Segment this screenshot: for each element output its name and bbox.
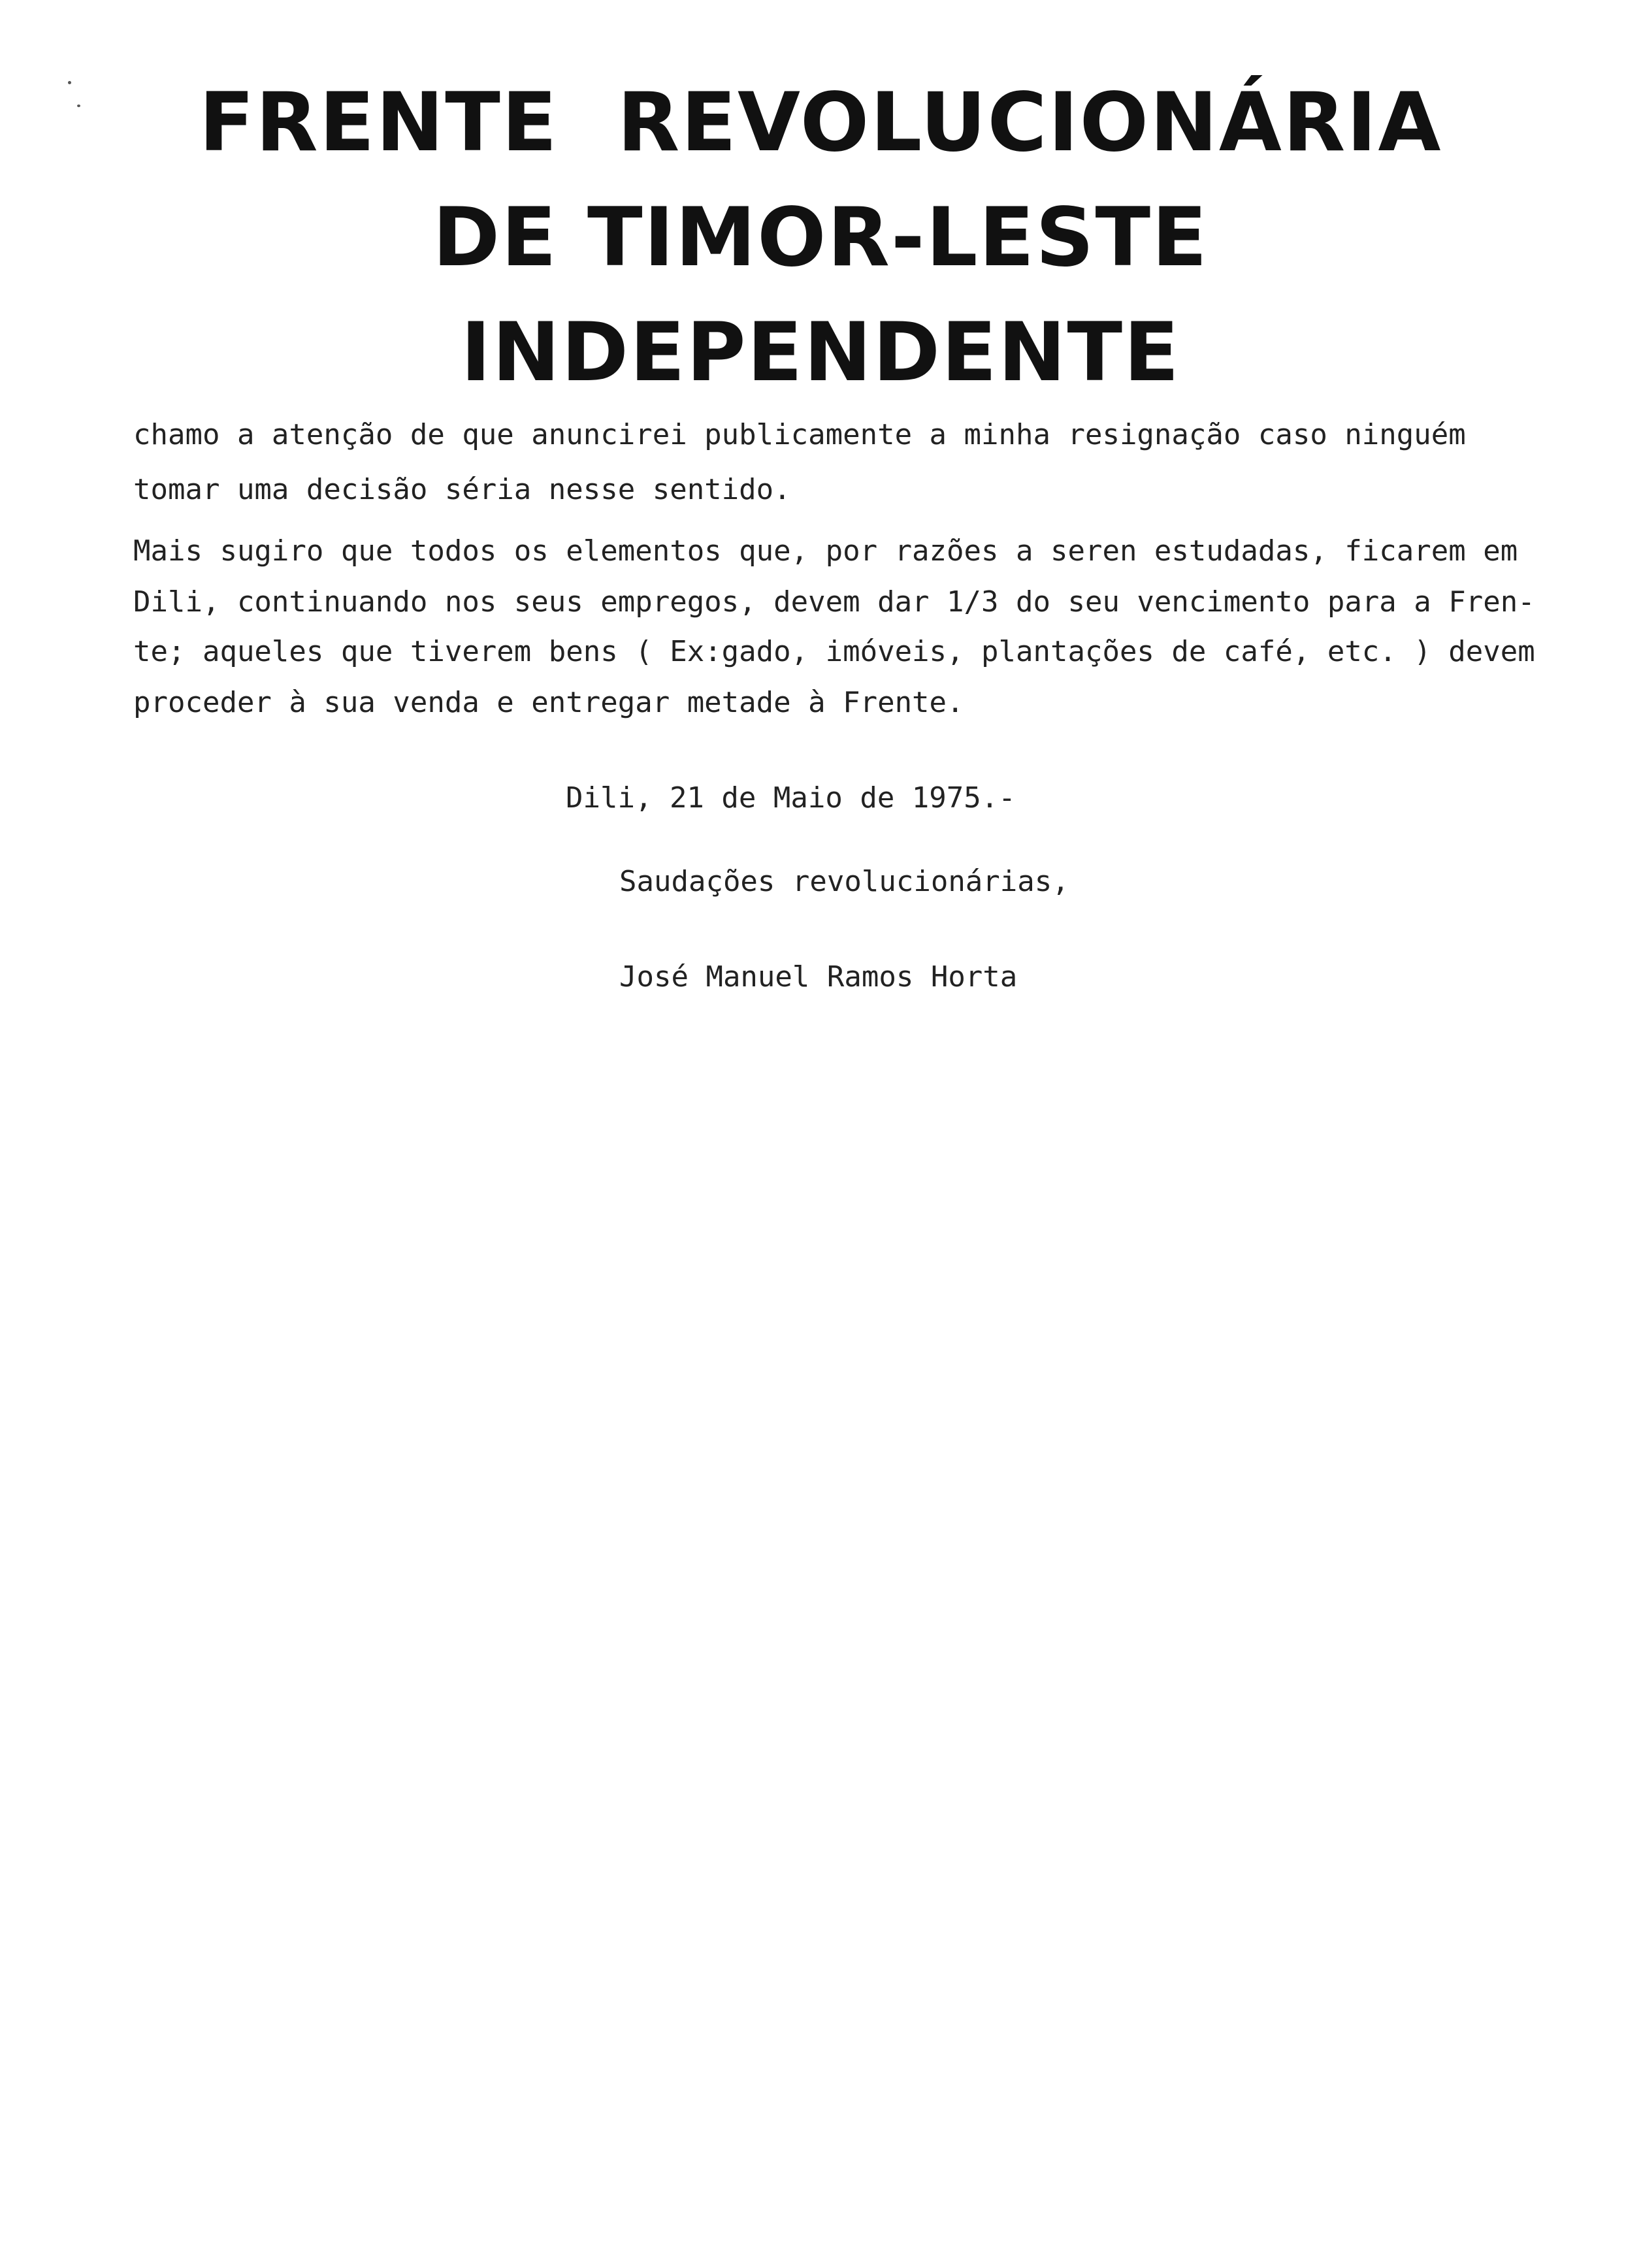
letterhead	[0, 65, 1641, 410]
paragraph-1-line: chamo a atenção de que anuncirei publicamente a minha resignação caso ninguém	[133, 418, 1466, 451]
paragraph-2-line: te; aqueles que tiverem bens ( Ex:gado, imóveis, plantações de café, etc. ) devem	[133, 635, 1535, 668]
paragraph-2-line: Dili, continuando nos seus empregos, devem dar 1/3 do seu vencimento para a Fren-	[133, 585, 1535, 619]
paragraph-2-line: proceder à sua venda e entregar metade à Frente.	[133, 686, 964, 719]
paragraph-1-line: tomar uma decisão séria nesse sentido.	[133, 473, 791, 506]
signatory-name: José Manuel Ramos Horta	[619, 960, 1018, 994]
letterhead-line-1: FRENTE REVOLUCIONÁRIA	[199, 76, 1442, 170]
letterhead-line-3: INDEPENDENTE	[461, 306, 1180, 400]
place-date: Dili, 21 de Maio de 1975.-	[566, 781, 1016, 815]
letterhead-line-2: DE TIMOR-LESTE	[432, 191, 1209, 285]
salutation: Saudações revolucionárias,	[619, 865, 1069, 898]
paragraph-2-line: Mais sugiro que todos os elementos que, por razões a seren estudadas, ficarem em	[133, 534, 1518, 568]
